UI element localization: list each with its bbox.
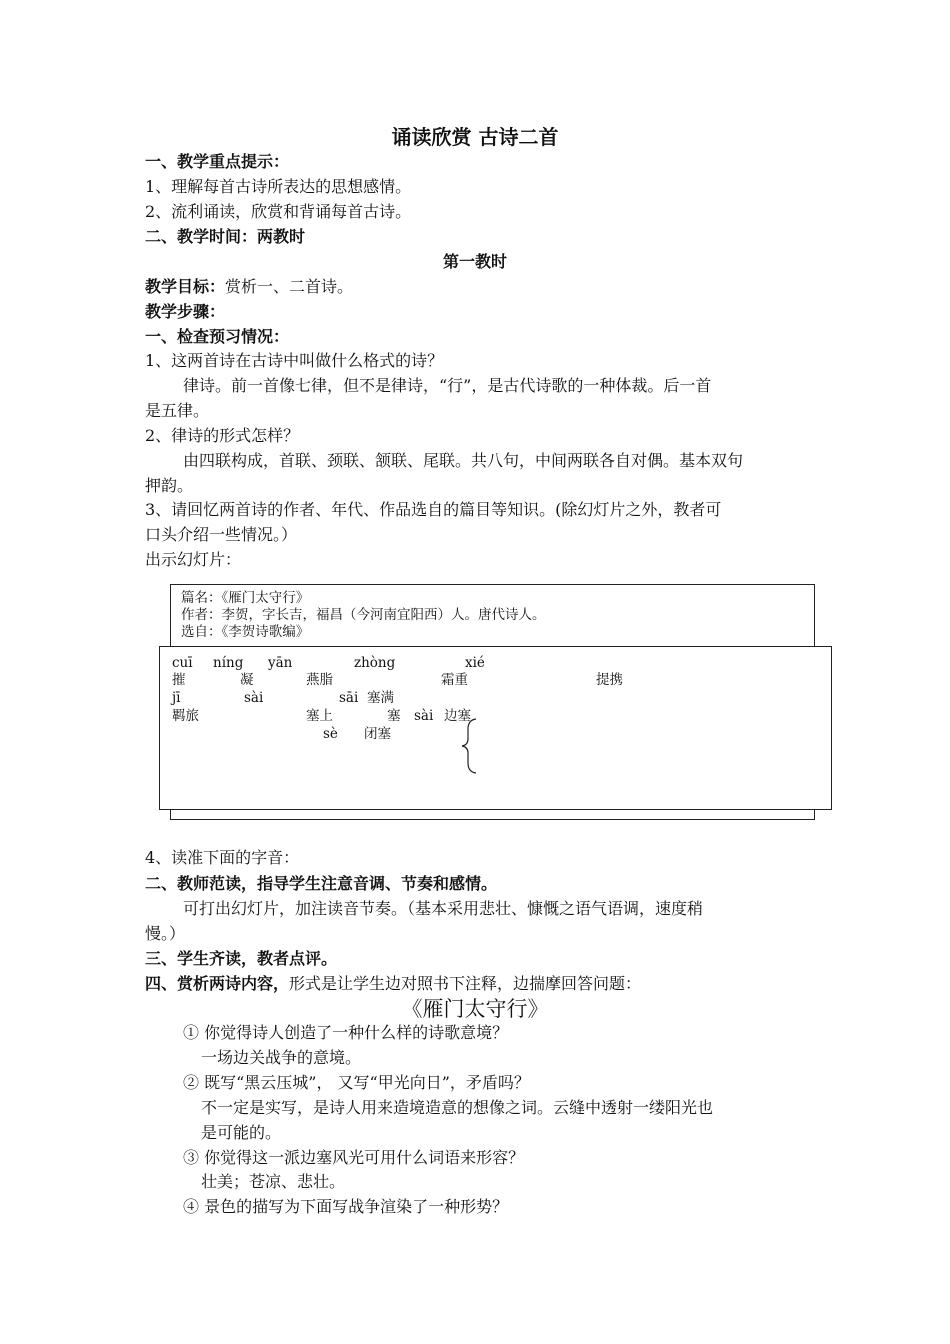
pinyin-ning: níng <box>213 655 244 671</box>
goal-label: 教学目标： <box>145 277 226 296</box>
word-shuangzhong: 霜重 <box>441 672 468 688</box>
question-2: 2、律诗的形式怎样？ <box>145 426 300 445</box>
poem-title: 《雁门太守行》 <box>401 997 549 1021</box>
step2-heading: 二、教师范读，指导学生注意音调、节奏和感情。 <box>145 874 498 893</box>
step4-heading: 四、赏析两诗内容， <box>145 974 290 993</box>
pinyin-sai-1: sài <box>244 690 264 706</box>
word-sai: 塞 <box>387 708 401 724</box>
pinyin-xie: xié <box>465 655 485 671</box>
word-bise: 闭塞 <box>364 726 391 742</box>
goal-text: 赏析一、二首诗。 <box>225 277 354 296</box>
poem-question-4: ④ 景色的描写为下面写战争渲染了一种形势？ <box>183 1197 509 1216</box>
pinyin-sai-3: sài <box>414 708 434 724</box>
poem-answer-1: 一场边关战争的意境。 <box>201 1048 362 1067</box>
poem-question-2: ② 既写“黑云压城”， 又写“甲光向日”，矛盾吗？ <box>183 1073 530 1092</box>
slide-label: 出示幻灯片： <box>145 550 242 569</box>
pinyin-cui: cuī <box>172 655 193 671</box>
section-heading-time: 二、教学时间：两教时 <box>145 227 306 246</box>
question-1: 1、这两首诗在古诗中叫做什么格式的诗？ <box>145 351 444 370</box>
slide-source: 选自：《李贺诗歌编》 <box>181 624 310 640</box>
word-biansai: 边塞 <box>444 708 471 724</box>
steps-label: 教学步骤： <box>145 302 226 321</box>
answer-2-line1: 由四联构成，首联、颈联、颔联、尾联。共八句，中间两联各自对偶。基本双句 <box>183 451 744 470</box>
slide-box-pronunciation <box>159 646 832 810</box>
word-cui: 摧 <box>172 672 186 688</box>
step4-text: 形式是让学生边对照书下注释，边揣摩回答问题： <box>289 974 642 993</box>
word-saiman: 塞满 <box>367 690 394 706</box>
answer-1-line2: 是五律。 <box>145 401 210 420</box>
section-heading-focus: 一、教学重点提示： <box>145 152 290 171</box>
question-3-line1: 3、请回忆两首诗的作者、年代、作品选自的篇目等知识。(除幻灯片之外，教者可 <box>145 500 722 519</box>
page-title: 诵读欣赏 古诗二首 <box>391 125 559 149</box>
slide-author: 作者：李贺，字长吉，福昌（今河南宜阳西）人。唐代诗人。 <box>181 607 546 623</box>
question-4: 4、读准下面的字音： <box>145 848 300 867</box>
poem-question-1: ① 你觉得诗人创造了一种什么样的诗歌意境？ <box>183 1023 509 1042</box>
step2-text-line2: 慢。） <box>145 924 186 943</box>
lesson-title: 第一教时 <box>442 252 507 271</box>
poem-question-3: ③ 你觉得这一派边塞风光可用什么词语来形容？ <box>183 1148 525 1167</box>
step2-text-line1: 可打出幻灯片，加注读音节奏。（基本采用悲壮、慷慨之语气语调，速度稍 <box>183 899 704 918</box>
poem-answer-3: 壮美；苍凉、悲壮。 <box>201 1172 346 1191</box>
word-tixie: 提携 <box>596 672 623 688</box>
focus-item-1: 1、理解每首古诗所表达的思想感情。 <box>145 177 412 196</box>
step3-heading: 三、学生齐读，教者点评。 <box>145 949 338 968</box>
pinyin-zhong: zhòng <box>354 655 396 671</box>
word-jilv: 羁旅 <box>172 708 199 724</box>
teaching-goal <box>145 277 353 297</box>
word-ning: 凝 <box>240 672 254 688</box>
answer-1-line1: 律诗。前一首像七律，但不是律诗，“行”，是古代诗歌的一种体裁。后一首 <box>183 376 712 395</box>
pinyin-ji: jī <box>172 690 181 706</box>
poem-answer-2-line1: 不一定是实写，是诗人用来造境造意的想像之词。云缝中透射一缕阳光也 <box>201 1098 714 1117</box>
pinyin-se: sè <box>323 726 338 742</box>
step4 <box>145 974 641 994</box>
word-yanzhi: 燕脂 <box>306 672 333 688</box>
question-3-line2: 口头介绍一些情况。） <box>145 525 298 544</box>
poem-answer-2-line2: 是可能的。 <box>201 1123 282 1142</box>
slide-piece: 篇名：《雁门太守行》 <box>181 590 310 606</box>
step1-heading: 一、检查预习情况： <box>145 327 290 346</box>
curly-brace-icon <box>458 717 482 775</box>
focus-item-2: 2、流利诵读，欣赏和背诵每首古诗。 <box>145 202 412 221</box>
word-saishang: 塞上 <box>306 708 333 724</box>
answer-2-line2: 押韵。 <box>145 476 194 495</box>
pinyin-sai-2: sāi <box>339 690 359 706</box>
pinyin-yan: yān <box>268 655 293 671</box>
